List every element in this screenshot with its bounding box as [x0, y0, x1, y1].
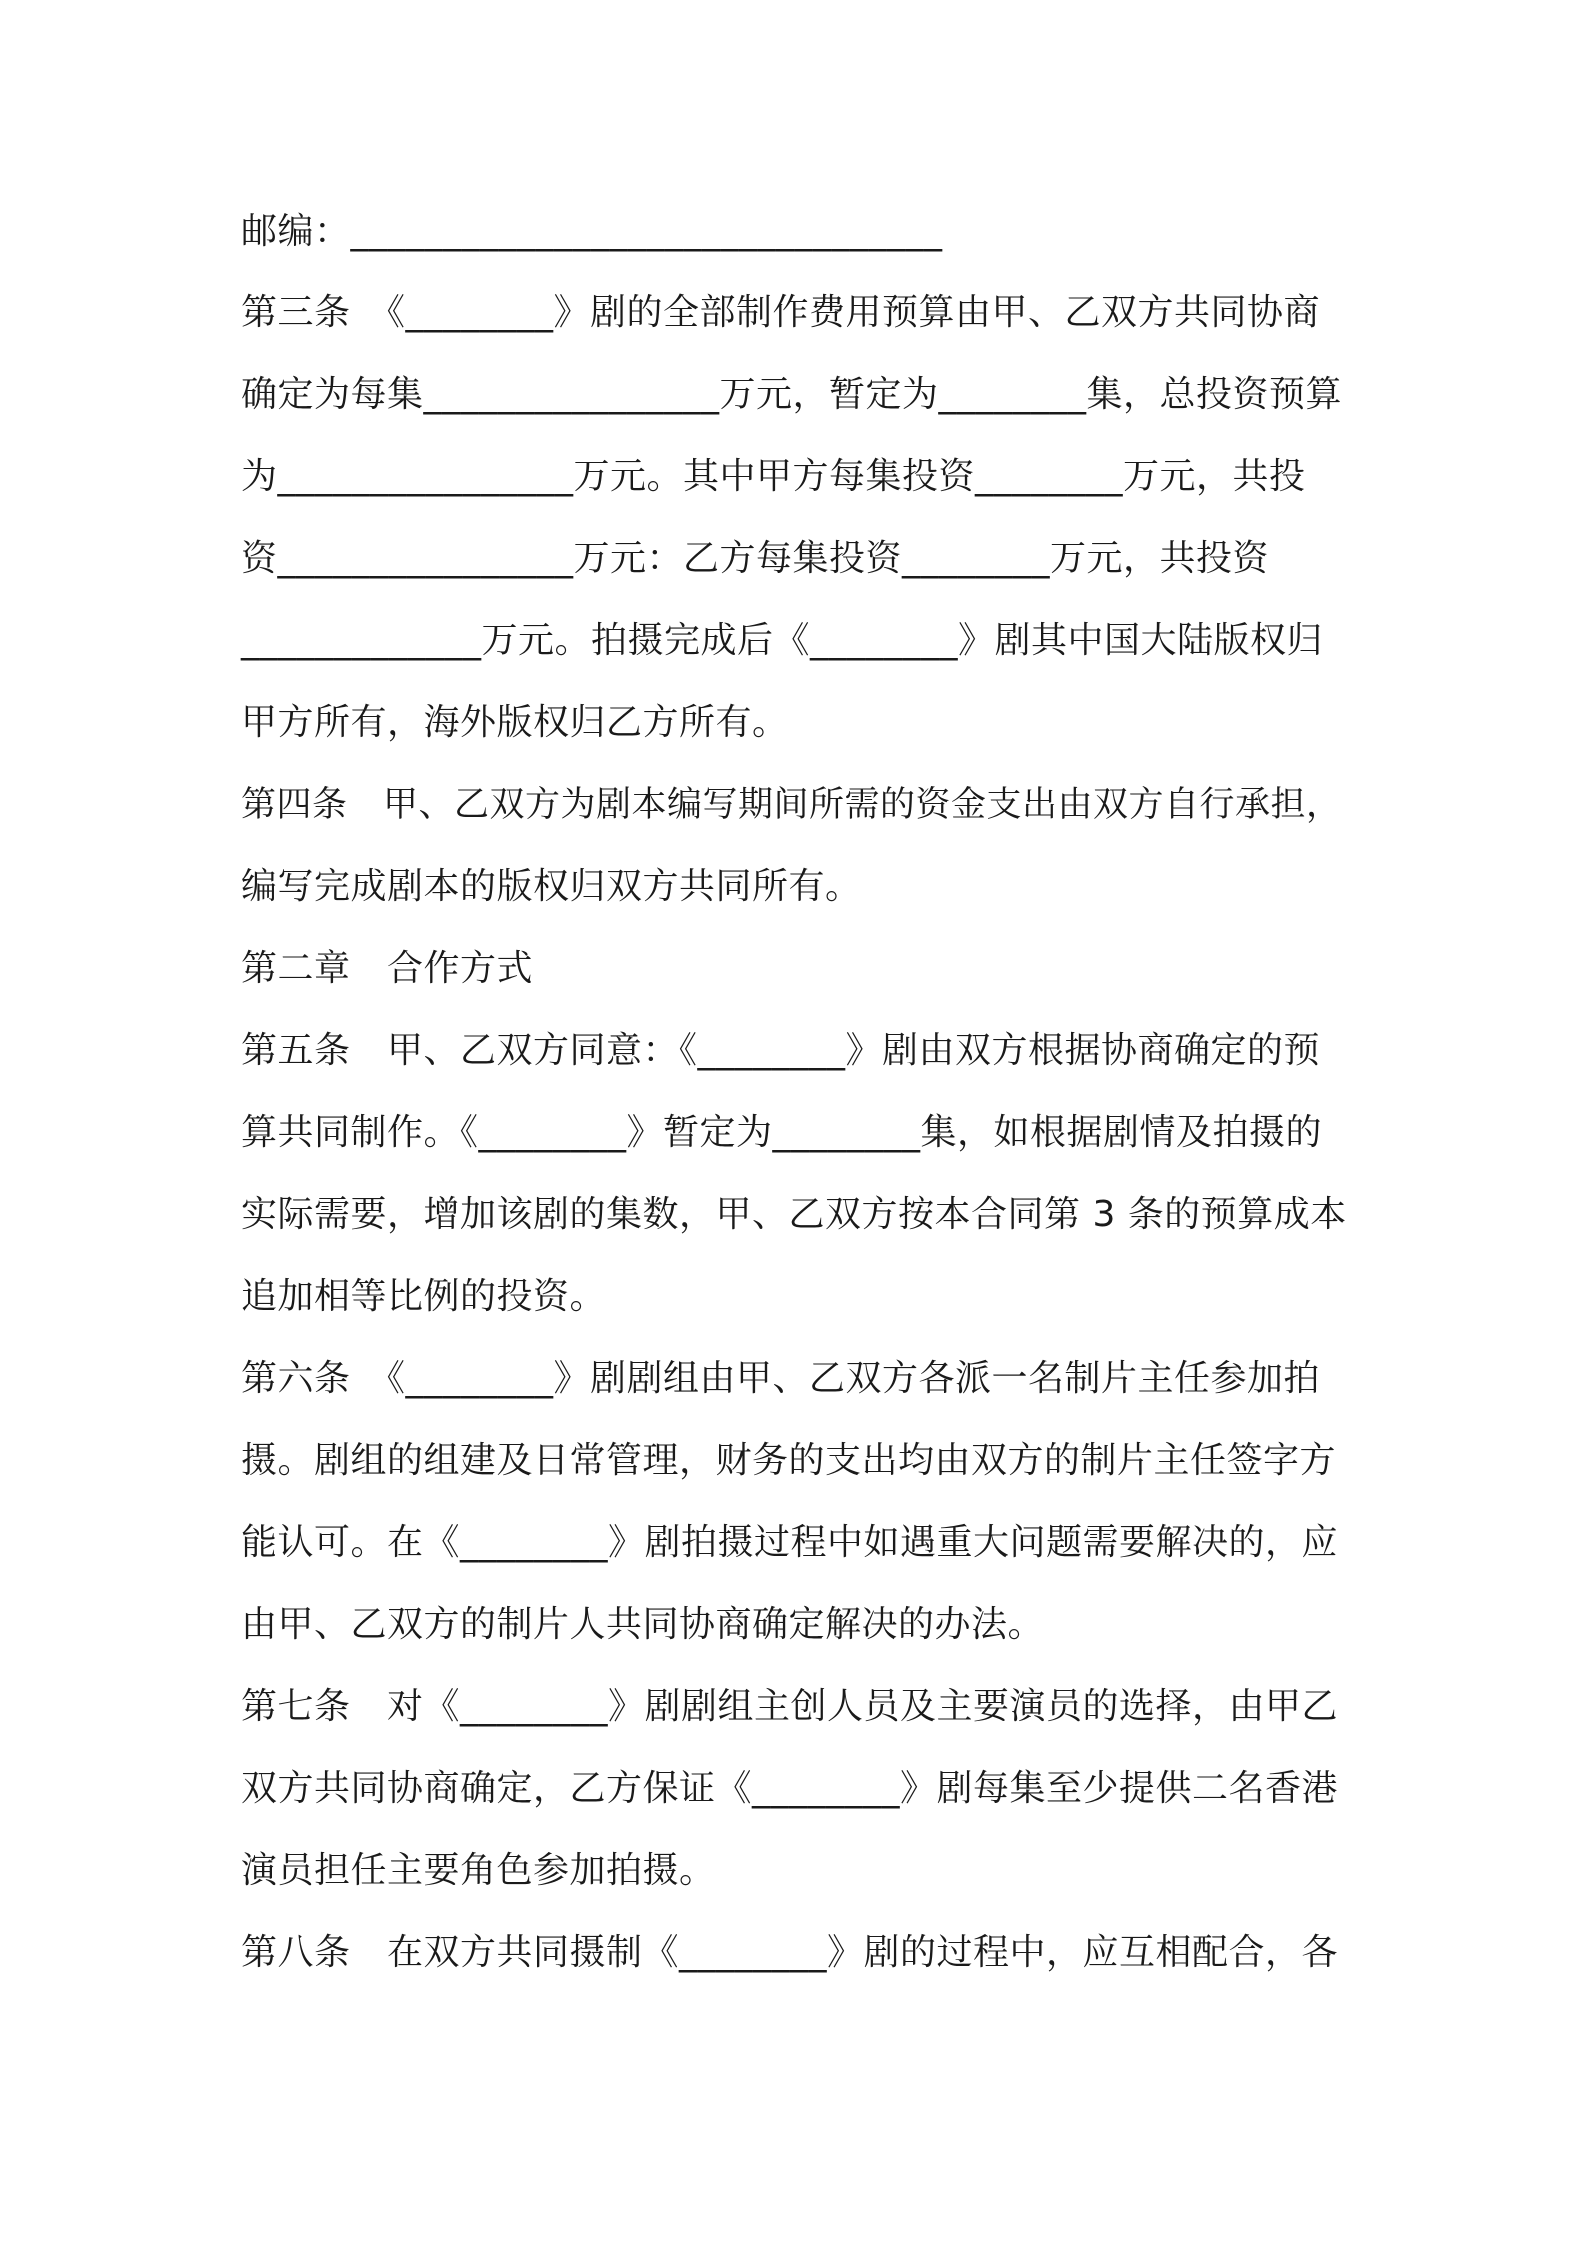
article-7-line-2: 双方共同协商确定，乙方保证《________》剧每集至少提供二名香港	[241, 1768, 1339, 1809]
article-5-line-3: 实际需要，增加该剧的集数，甲、乙双方按本合同第 3 条的预算成本	[241, 1194, 1347, 1235]
article-6-line-3: 能认可。在《________》剧拍摄过程中如遇重大问题需要解决的，应	[241, 1522, 1339, 1563]
chapter-2-heading: 第二章 合作方式	[241, 948, 534, 989]
article-4-line-1: 第四条 甲、乙双方为剧本编写期间所需的资金支出由双方自行承担，	[241, 785, 1342, 825]
article-8-line-1: 第八条 在双方共同摄制《________》剧的过程中，应互相配合，各	[241, 1932, 1339, 1973]
article-5-line-1: 第五条 甲、乙双方同意：《________》剧由双方根据协商确定的预	[241, 1030, 1321, 1071]
article-4-line-2: 编写完成剧本的版权归双方共同所有。	[241, 866, 862, 907]
article-7-line-3: 演员担任主要角色参加拍摄。	[241, 1850, 716, 1891]
article-6-line-4: 由甲、乙双方的制片人共同协商确定解决的办法。	[241, 1604, 1045, 1645]
article-3-line-6: 甲方所有，海外版权归乙方所有。	[241, 702, 789, 743]
article-3-line-1: 第三条 《________》剧的全部制作费用预算由甲、乙双方共同协商	[241, 292, 1321, 333]
article-3-line-5: _____________万元。拍摄完成后《________》剧其中国大陆版权归	[241, 620, 1324, 661]
article-6-line-1: 第六条 《________》剧剧组由甲、乙双方各派一名制片主任参加拍	[241, 1358, 1321, 1399]
article-3-line-4: 资________________万元：乙方每集投资________万元，共投资	[241, 538, 1270, 579]
article-5-line-4: 追加相等比例的投资。	[241, 1276, 607, 1317]
article-3-line-2: 确定为每集________________万元，暂定为________集，总投资预算	[241, 374, 1343, 415]
article-3-line-3: 为________________万元。其中甲方每集投资________万元，共投	[241, 456, 1306, 497]
postcode-line: 邮编：________________________________	[241, 211, 943, 252]
article-5-line-2: 算共同制作。《________》暂定为________集，如根据剧情及拍摄的	[241, 1112, 1323, 1153]
article-6-line-2: 摄。剧组的组建及日常管理，财务的支出均由双方的制片主任签字方	[241, 1440, 1337, 1481]
article-7-line-1: 第七条 对《________》剧剧组主创人员及主要演员的选择，由甲乙	[241, 1686, 1339, 1727]
